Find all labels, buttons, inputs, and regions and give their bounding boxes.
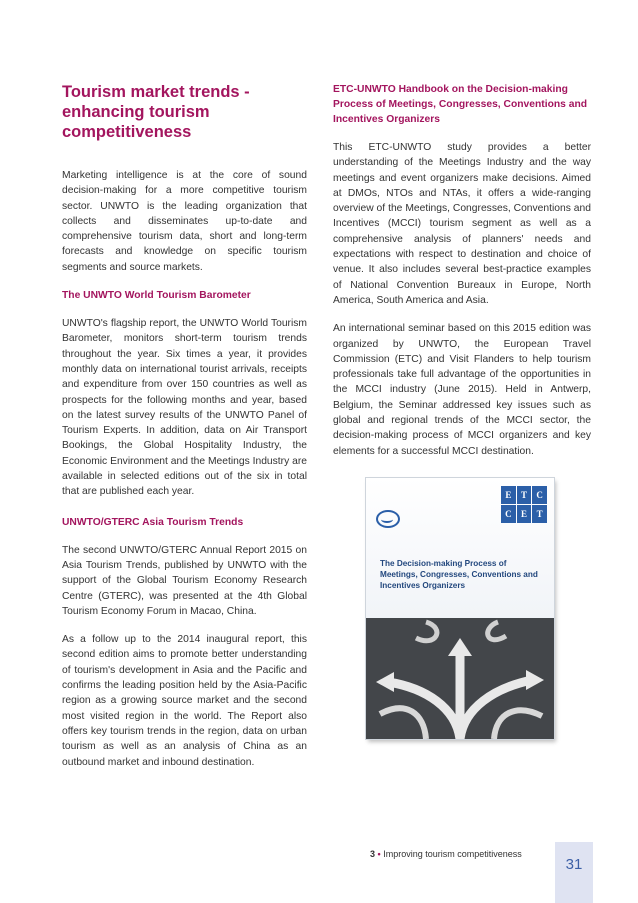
barometer-heading: The UNWTO World Tourism Barometer — [62, 290, 251, 302]
asia-trends-paragraph-2: As a follow up to the 2014 inaugural report, this second edition aims to promote better understanding of tourism's development in Asia and the Pacific and confirms the leading position held by the Asia-Pacific region as a growing source market and the second most visited region in the world. The Report also offers key tourism trends in the region, data on urban tourism as well as an analysis of China as an outbound market and inbound destination. — [62, 634, 307, 768]
page-number: 31 — [565, 856, 583, 873]
left-column — [62, 82, 307, 770]
asia-trends-paragraph-1: The second UNWTO/GTERC Annual Report 2015 on Asia Tourism Trends, published by UNWTO with the support of the Global Tourism Economy Research Centre (GTERC), was presented at the 4th Global Tourism Economy Forum in Macao, China. — [62, 544, 307, 617]
footer-section-label — [370, 849, 522, 859]
handbook-paragraph-1: This ETC-UNWTO study provides a better understanding of the Meetings Industry and the way meetings and event organizers make decisions. Aimed at DMOs, NTOs and NTAs, it offers a wide-ranging overview of the Meetings, Congresses, Conventions and Incentives (MCCI) tourism segment as well as a comprehensive analysis of planners' needs and expectations with respect to destination and choice of venue. It also includes several best-practice examples of National Convention Bureaux in Europe, North America, South America and Asia. — [333, 142, 591, 306]
etc-logo-icon: E T C C E T — [501, 486, 547, 523]
page-title: Tourism market trends - enhancing tourism competitiveness — [62, 83, 250, 141]
footer-bullet: • — [377, 849, 381, 859]
right-column — [333, 82, 591, 459]
cover-title: The Decision-making Process of Meetings, Congresses, Conventions and Incentives Organizers — [380, 559, 538, 590]
unwto-logo-icon — [376, 510, 400, 528]
road-arrows-illustration — [366, 618, 554, 739]
intro-paragraph: Marketing intelligence is at the core of sound decision-making for a more competitive tourism sector. UNWTO is the leading organization that collects and disseminates up-to-date and comprehensive tourism data, short and long-term forecasts and knowledge on specific tourism segments and source markets. — [62, 170, 307, 273]
handbook-paragraph-2: An international seminar based on this 2015 edition was organized by UNWTO, the European Travel Commission (ETC) and Visit Flanders to help tourism professionals take full advantage of the opportunities in the MCCI industry (June 2015). Held in Antwerp, Belgium, the Seminar addressed key issues such as global and regional trends of the MCCI sector, the decision-making process of MCCI organizers and key elements for a successful MCCI destination. — [333, 323, 591, 457]
page-number-box — [555, 842, 593, 903]
section-title: Improving tourism competitiveness — [383, 849, 522, 859]
handbook-cover-image — [366, 478, 554, 739]
section-number: 3 — [370, 849, 376, 859]
handbook-heading: ETC-UNWTO Handbook on the Decision-making Process of Meetings, Congresses, Conventions and Incentives Organizers — [333, 84, 588, 125]
asia-trends-heading: UNWTO/GTERC Asia Tourism Trends — [62, 516, 244, 528]
barometer-paragraph: UNWTO's flagship report, the UNWTO World Tourism Barometer, monitors short-term tourism trends throughout the year. Six times a year, it provides monthly data on international tourist arrivals, receipts and expenditure from over 150 countries as well as prospects for the following months and year, based on the latest survey results of the UNWTO Panel of Tourism Experts. In addition, data on Air Transport Bookings, the Global Hospitality Industry, the Economic Environment and the Meetings Industry are available in selected editions out of the six in total that are published each year. — [62, 318, 307, 498]
